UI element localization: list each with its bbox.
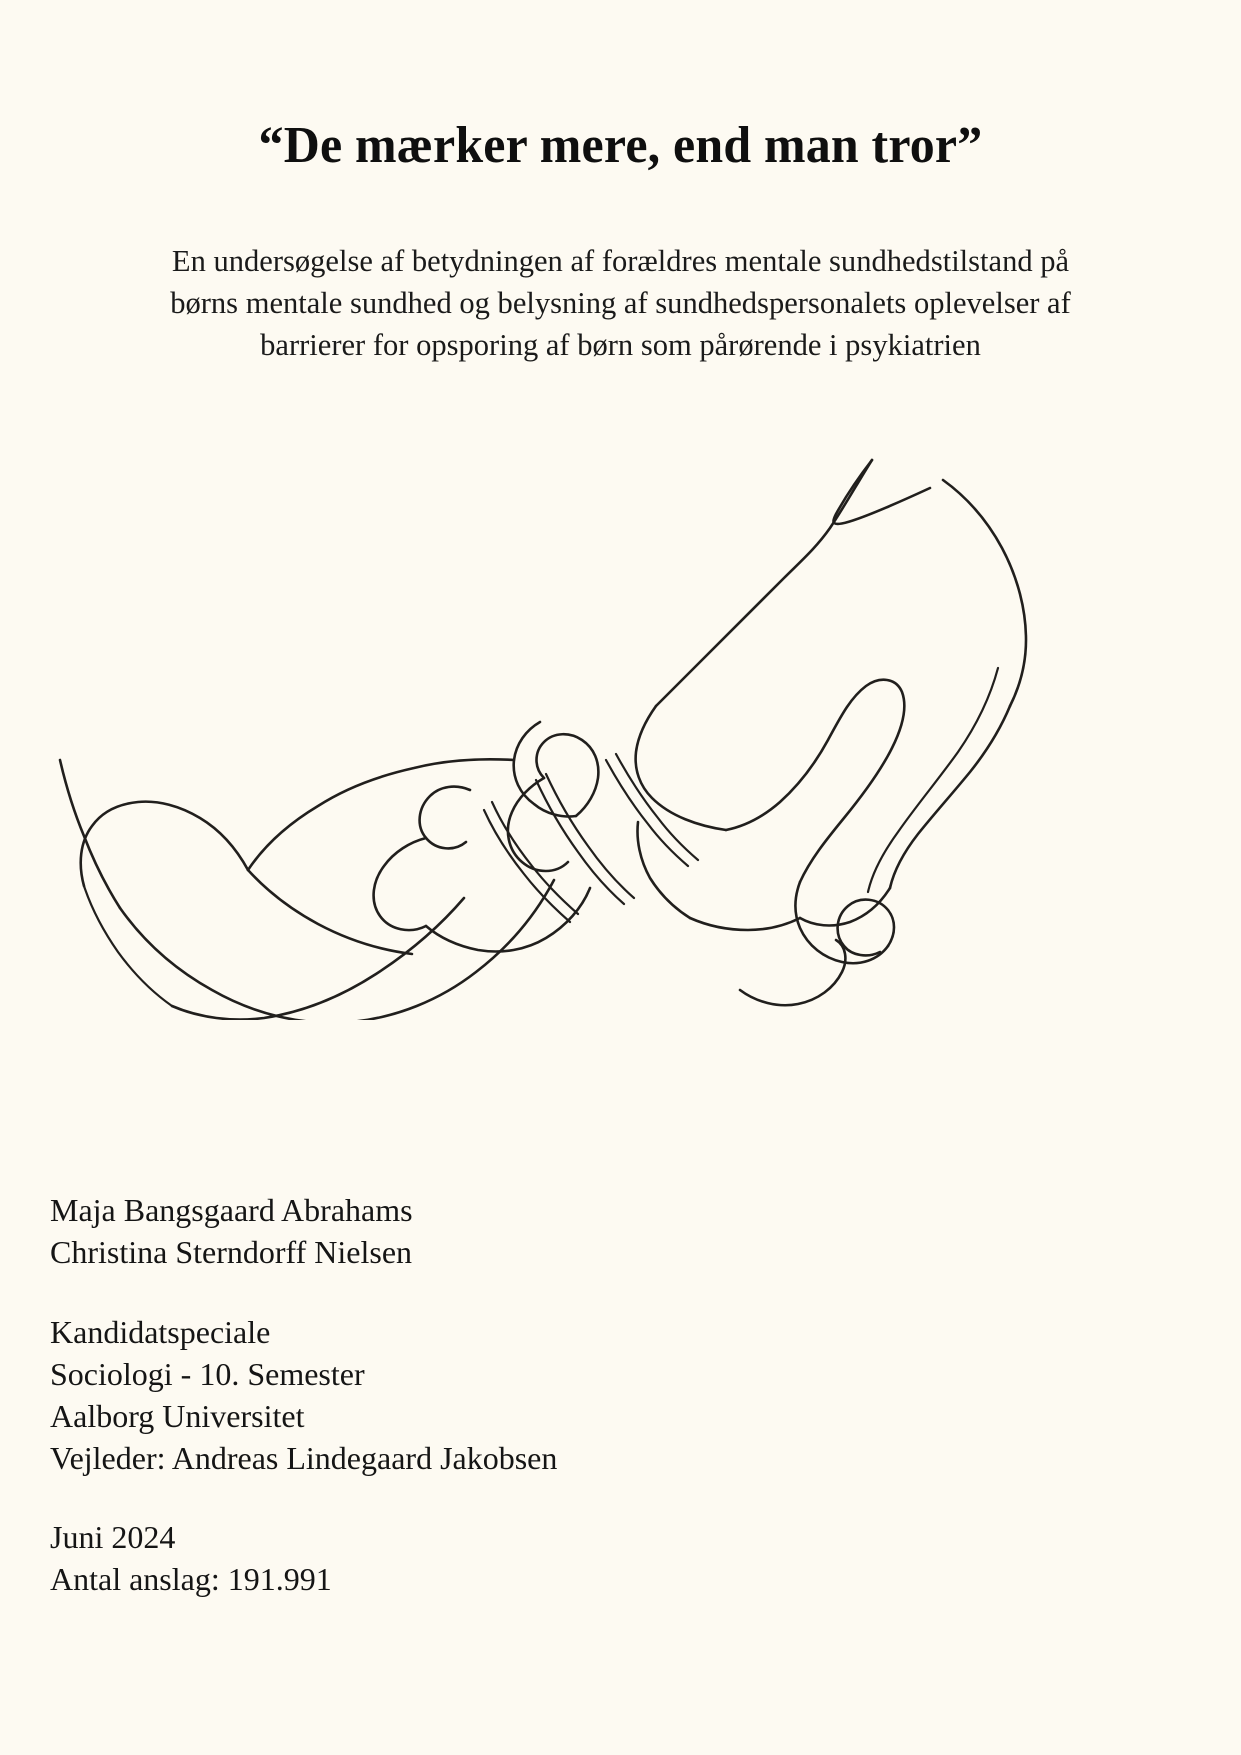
cover-metadata (50, 1190, 810, 1601)
thesis-info-group (50, 1312, 810, 1480)
author-name-2: Christina Sterndorff Nielsen (50, 1233, 413, 1270)
authors-group (50, 1190, 810, 1274)
title-block (0, 118, 1241, 174)
subtitle-line-3: barrierer for opsporing af børn som pårørende i psykiatrien (260, 327, 981, 363)
character-count: Antal anslag: 191.991 (50, 1561, 332, 1598)
programme-and-semester: Sociologi - 10. Semester (50, 1355, 365, 1392)
page-title: “De mærker mere, end man tror” (258, 117, 983, 174)
thesis-type: Kandidatspeciale (50, 1313, 271, 1350)
publication-date: Juni 2024 (50, 1519, 176, 1556)
university-name: Aalborg Universitet (50, 1397, 305, 1434)
subtitle-line-2: børns mentale sundhed og belysning af sundhedspersonalets oplevelser af (170, 285, 1071, 321)
hands-line-art-illustration (40, 430, 1040, 1020)
publication-group (50, 1517, 810, 1601)
supervisor-name: Vejleder: Andreas Lindegaard Jakobsen (50, 1439, 558, 1476)
two-hands-icon (40, 430, 1040, 1020)
subtitle-line-1: En undersøgelse af betydningen af forældres mentale sundhedstilstand på (171, 243, 1070, 278)
subtitle-block (50, 240, 1191, 366)
author-name-1: Maja Bangsgaard Abrahams (50, 1192, 413, 1228)
